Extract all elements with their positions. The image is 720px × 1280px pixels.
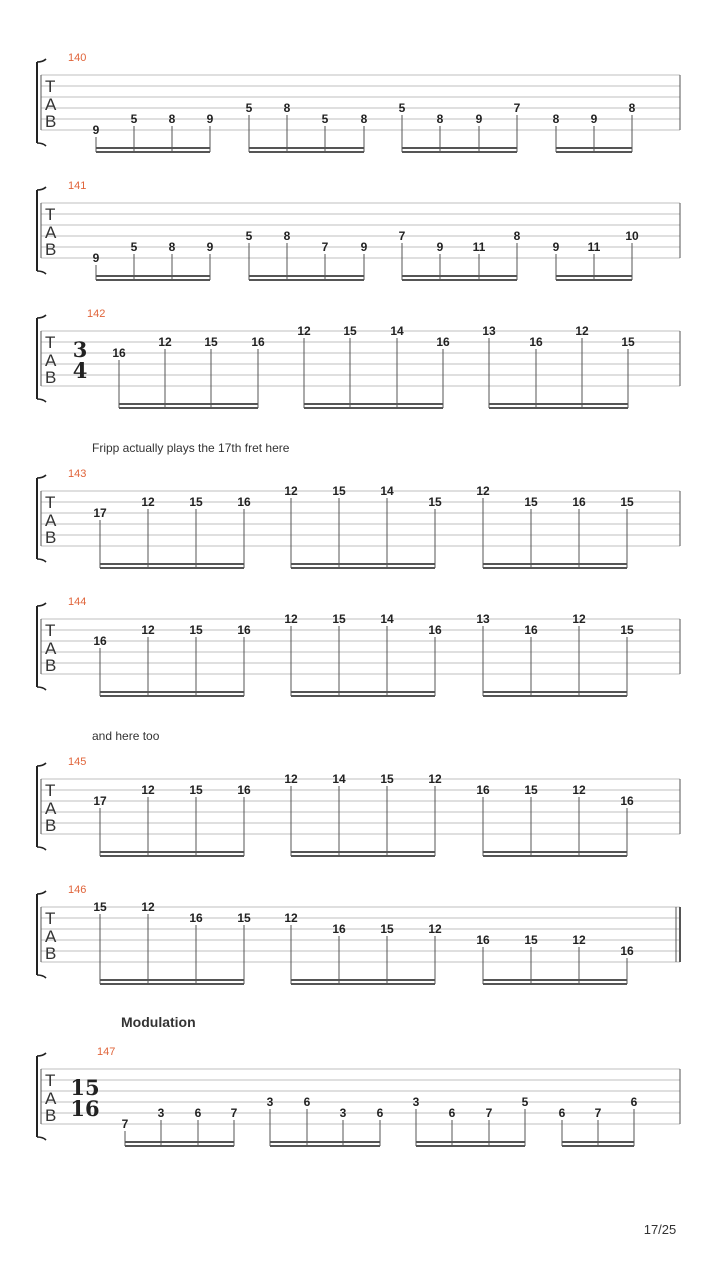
fret-number: 16 <box>476 933 490 947</box>
system-bracket-hook-top <box>37 315 46 318</box>
fret-number: 5 <box>245 229 253 243</box>
fret-number: 6 <box>194 1106 202 1120</box>
fret-number: 12 <box>428 772 442 786</box>
tab-clef-letter: A <box>45 223 57 242</box>
fret-number: 6 <box>630 1095 638 1109</box>
tab-clef-letter: T <box>45 77 56 96</box>
fret-number: 14 <box>380 484 394 498</box>
fret-number: 9 <box>206 112 214 126</box>
fret-number: 11 <box>587 240 601 254</box>
system-bracket-hook-top <box>37 475 46 478</box>
fret-number: 15 <box>621 335 635 349</box>
fret-number: 6 <box>558 1106 566 1120</box>
fret-number: 3 <box>412 1095 420 1109</box>
system-bracket-hook-bottom <box>37 271 46 274</box>
time-signature-bottom: 4 <box>72 358 88 383</box>
fret-number: 8 <box>168 112 176 126</box>
fret-number: 14 <box>380 612 394 626</box>
fret-number: 17 <box>93 794 107 808</box>
fret-number: 16 <box>237 783 251 797</box>
fret-number: 11 <box>472 240 486 254</box>
time-signature-top: 15 <box>70 1075 100 1100</box>
fret-number: 9 <box>92 251 100 265</box>
system-bracket-hook-top <box>37 187 46 190</box>
fret-number: 16 <box>332 922 346 936</box>
system-bracket-hook-top <box>37 603 46 606</box>
fret-number: 6 <box>376 1106 384 1120</box>
fret-number: 7 <box>321 240 329 254</box>
system-bracket-hook-bottom <box>37 847 46 850</box>
fret-number: 13 <box>482 324 496 338</box>
fret-number: 6 <box>303 1095 311 1109</box>
tab-clef-letter: B <box>45 240 57 259</box>
system-bracket-hook-bottom <box>37 975 46 978</box>
fret-number: 16 <box>237 623 251 637</box>
fret-number: 8 <box>628 101 636 115</box>
fret-number: 15 <box>93 900 107 914</box>
fret-number: 16 <box>529 335 543 349</box>
fret-number: 5 <box>398 101 406 115</box>
annotation-text: and here too <box>92 729 160 743</box>
tab-clef-letter: T <box>45 1071 56 1090</box>
fret-number: 16 <box>112 346 126 360</box>
fret-number: 9 <box>92 123 100 137</box>
fret-number: 8 <box>283 229 291 243</box>
fret-number: 12 <box>284 612 298 626</box>
fret-number: 8 <box>436 112 444 126</box>
fret-number: 8 <box>552 112 560 126</box>
fret-number: 5 <box>321 112 329 126</box>
fret-number: 15 <box>189 495 203 509</box>
fret-number: 5 <box>245 101 253 115</box>
fret-number: 15 <box>428 495 442 509</box>
tab-clef-letter: A <box>45 351 57 370</box>
fret-number: 15 <box>620 623 634 637</box>
fret-number: 15 <box>189 783 203 797</box>
fret-number: 12 <box>572 783 586 797</box>
fret-number: 12 <box>158 335 172 349</box>
system-bracket-hook-top <box>37 1053 46 1056</box>
tab-clef-letter: T <box>45 333 56 352</box>
system-bracket-hook-bottom <box>37 399 46 402</box>
measure-number: 146 <box>68 884 87 896</box>
tab-clef-letter: T <box>45 781 56 800</box>
fret-number: 3 <box>339 1106 347 1120</box>
fret-number: 16 <box>620 944 634 958</box>
fret-number: 15 <box>237 911 251 925</box>
fret-number: 16 <box>93 634 107 648</box>
fret-number: 12 <box>572 933 586 947</box>
measure-number: 145 <box>68 756 87 768</box>
fret-number: 9 <box>552 240 560 254</box>
fret-number: 12 <box>575 324 589 338</box>
fret-number: 5 <box>130 240 138 254</box>
tab-clef-letter: T <box>45 493 56 512</box>
system-bracket-hook-bottom <box>37 1137 46 1140</box>
fret-number: 17 <box>93 506 107 520</box>
measure-number: 140 <box>68 52 87 64</box>
fret-number: 12 <box>428 922 442 936</box>
fret-number: 15 <box>524 783 538 797</box>
tab-clef-letter: A <box>45 95 57 114</box>
tab-clef-letter: B <box>45 944 57 963</box>
fret-number: 14 <box>390 324 404 338</box>
system-bracket-hook-top <box>37 891 46 894</box>
fret-number: 6 <box>448 1106 456 1120</box>
fret-number: 16 <box>572 495 586 509</box>
fret-number: 12 <box>476 484 490 498</box>
fret-number: 15 <box>204 335 218 349</box>
fret-number: 15 <box>189 623 203 637</box>
fret-number: 12 <box>284 911 298 925</box>
fret-number: 12 <box>141 783 155 797</box>
fret-number: 16 <box>436 335 450 349</box>
tab-clef-letter: B <box>45 656 57 675</box>
fret-number: 5 <box>130 112 138 126</box>
fret-number: 12 <box>141 900 155 914</box>
fret-number: 5 <box>521 1095 529 1109</box>
tab-clef-letter: B <box>45 368 57 387</box>
fret-number: 16 <box>524 623 538 637</box>
fret-number: 7 <box>398 229 406 243</box>
fret-number: 15 <box>524 933 538 947</box>
fret-number: 12 <box>141 623 155 637</box>
fret-number: 12 <box>284 772 298 786</box>
fret-number: 9 <box>360 240 368 254</box>
fret-number: 7 <box>594 1106 602 1120</box>
fret-number: 12 <box>297 324 311 338</box>
time-signature-top: 3 <box>72 337 88 362</box>
tab-clef-letter: T <box>45 909 56 928</box>
tab-clef-letter: B <box>45 1106 57 1125</box>
fret-number: 9 <box>590 112 598 126</box>
tab-clef-letter: T <box>45 205 56 224</box>
fret-number: 7 <box>121 1117 129 1131</box>
annotation-text: Fripp actually plays the 17th fret here <box>92 441 290 455</box>
fret-number: 16 <box>237 495 251 509</box>
fret-number: 15 <box>332 484 346 498</box>
fret-number: 12 <box>572 612 586 626</box>
tab-clef-letter: T <box>45 621 56 640</box>
page-number: 17/25 <box>643 1222 677 1237</box>
fret-number: 15 <box>380 772 394 786</box>
fret-number: 8 <box>283 101 291 115</box>
tab-clef-letter: B <box>45 816 57 835</box>
fret-number: 15 <box>524 495 538 509</box>
fret-number: 16 <box>476 783 490 797</box>
system-bracket-hook-bottom <box>37 559 46 562</box>
tab-clef-letter: A <box>45 639 57 658</box>
fret-number: 16 <box>620 794 634 808</box>
fret-number: 15 <box>380 922 394 936</box>
fret-number: 15 <box>343 324 357 338</box>
tab-clef-letter: A <box>45 1089 57 1108</box>
fret-number: 7 <box>513 101 521 115</box>
measure-number: 147 <box>97 1046 116 1058</box>
system-bracket-hook-top <box>37 763 46 766</box>
fret-number: 8 <box>513 229 521 243</box>
fret-number: 8 <box>168 240 176 254</box>
measure-number: 143 <box>68 468 87 480</box>
fret-number: 10 <box>625 229 639 243</box>
fret-number: 8 <box>360 112 368 126</box>
tab-clef-letter: A <box>45 511 57 530</box>
fret-number: 3 <box>266 1095 274 1109</box>
tab-clef-letter: B <box>45 112 57 131</box>
fret-number: 16 <box>189 911 203 925</box>
fret-number: 15 <box>620 495 634 509</box>
measure-number: 142 <box>87 308 106 320</box>
fret-number: 13 <box>476 612 490 626</box>
measure-number: 144 <box>68 596 87 608</box>
system-bracket-hook-bottom <box>37 687 46 690</box>
tab-clef-letter: B <box>45 528 57 547</box>
fret-number: 9 <box>206 240 214 254</box>
fret-number: 9 <box>436 240 444 254</box>
fret-number: 7 <box>230 1106 238 1120</box>
fret-number: 7 <box>485 1106 493 1120</box>
system-bracket-hook-bottom <box>37 143 46 146</box>
fret-number: 15 <box>332 612 346 626</box>
system-bracket-hook-top <box>37 59 46 62</box>
fret-number: 3 <box>157 1106 165 1120</box>
fret-number: 12 <box>141 495 155 509</box>
tab-clef-letter: A <box>45 799 57 818</box>
time-signature-bottom: 16 <box>70 1096 100 1121</box>
fret-number: 16 <box>251 335 265 349</box>
fret-number: 16 <box>428 623 442 637</box>
section-label: Modulation <box>121 1014 196 1030</box>
measure-number: 141 <box>68 180 87 192</box>
fret-number: 9 <box>475 112 483 126</box>
tab-clef-letter: A <box>45 927 57 946</box>
fret-number: 14 <box>332 772 346 786</box>
fret-number: 12 <box>284 484 298 498</box>
